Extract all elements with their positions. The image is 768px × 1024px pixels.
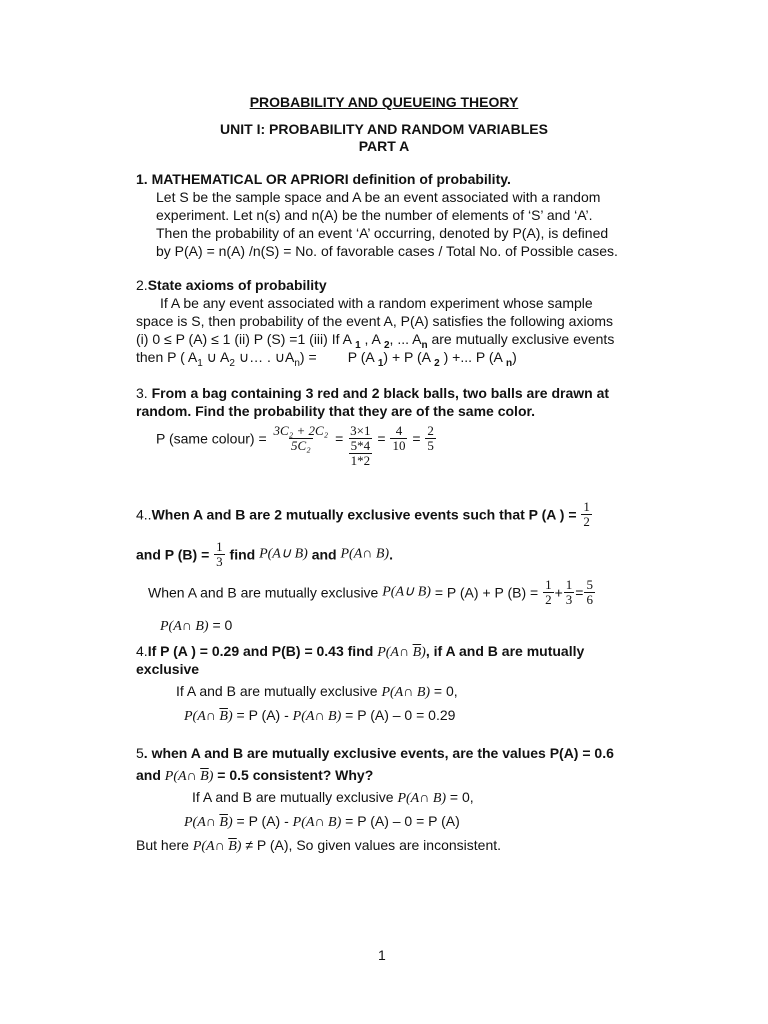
q1-heading: 1. MATHEMATICAL OR APRIORI definition of probability.	[136, 171, 511, 187]
q1-line: by P(A) = n(A) /n(S) = No. of favorable cases / Total No. of Possible cases.	[156, 243, 618, 259]
q2-then-line: then P ( $A_1$ ∪ $A_2$ ∪… . $\cup A_n$) = P (A $_1$) + P (A $_2$ ) +... P (A $_n$)	[136, 349, 517, 369]
fraction: 3×1 5*4 1*2	[350, 423, 371, 468]
part-label: PART A	[358, 138, 410, 154]
q3-heading: 3. From a bag containing 3 red and 2 black balls, two balls are drawn at	[136, 385, 610, 401]
q1-line: Let S be the sample space and A be an event associated with a random	[156, 189, 601, 205]
q4b-heading: 4.If P (A ) = 0.29 and P(B) = 0.43 find P(A∩ $\overline{B}$), if A and B are mutually	[136, 643, 585, 660]
q4b-heading-line2: exclusive	[136, 661, 200, 677]
q3-formula: P (same colour) = $\frac{\text{3C₂ + 2C₂}}{\text{5C₂}}$ = 3×1 5*4 1*2 = $\frac{4}{10}$ = $\frac{2}{5}$	[156, 423, 434, 468]
q4a-answer2: P(A∩ B) = 0	[160, 617, 233, 634]
fraction: $\frac{1}{2}$	[583, 499, 590, 529]
fraction: $\frac{1}{2}$	[545, 577, 552, 607]
q1-line: Then the probability of an event ‘A’ occurring, denoted by P(A), is defined	[156, 225, 609, 241]
fraction: $\frac{5}{6}$	[586, 577, 593, 607]
q4b-line1: If A and B are mutually exclusive P(A∩ B) = 0,	[176, 683, 458, 700]
q5-line3: But here P(A∩ $\overline{B}) \ne P$ (A), So given values are inconsistent.	[136, 837, 502, 854]
fraction: $\frac{1}{3}$	[565, 577, 573, 607]
page-number: 1	[378, 947, 386, 963]
q4b-line2: P(A∩ $\overline{B}) = P$ (A) - P(A∩ B) = P (A) – 0 = 0.29	[184, 707, 456, 724]
fraction: $\frac{4}{10}$	[392, 423, 406, 453]
q2-line: space is S, then probability of the event A, P(A) satisfies the following axioms	[136, 313, 614, 329]
q3-heading-line2: random. Find the probability that they are of the same color.	[136, 403, 536, 419]
q2-heading: 2.State axioms of probability	[136, 277, 327, 293]
q5-heading-line2: and P(A∩ $\overline{B}) = 0.5$ consistent? Why?	[136, 767, 374, 784]
q5-line1: If A and B are mutually exclusive P(A∩ B) = 0,	[192, 789, 474, 806]
q4a-line2: and P (B) = $\frac{1}{3}$ find P(A∪ B) and P(A∩ B).	[136, 539, 393, 569]
course-title: PROBABILITY AND QUEUEING THEORY	[249, 94, 519, 110]
q1-line: experiment. Let n(s) and n(A) be the number of elements of ‘S’ and ‘A’.	[156, 207, 593, 223]
unit-title: UNIT I: PROBABILITY AND RANDOM VARIABLES	[220, 121, 548, 137]
fraction: $\frac{1}{3}$	[216, 539, 223, 569]
q5-line2: P(A∩ $\overline{B}) = P$ (A) - P(A∩ B) = P (A) – 0 = P (A)	[184, 813, 460, 830]
q4a-answer: When A and B are mutually exclusive P(A∪ B) = P (A) + P (B) = $\frac{1}{2}$ + $\frac{1}{3}$ = $\frac{5}{6}$	[148, 577, 593, 607]
q5-heading: 5. when A and B are mutually exclusive events, are the values P(A) = 0.6	[136, 745, 614, 761]
fraction: $\frac{\text{3C₂ + 2C₂}}{\text{5C₂}}$	[273, 423, 329, 453]
q2-line: If A be any event associated with a random experiment whose sample	[160, 295, 593, 311]
q4a-heading: 4..When A and B are 2 mutually exclusive events such that P (A ) = $\frac{1}{2}$	[136, 499, 590, 529]
fraction: $\frac{2}{5}$	[427, 423, 434, 453]
q2-axioms: (i) 0 ≤ P (A) ≤ 1 (ii) P (S) =1 (iii) If A $_1$ , A $_2$, ... $A_n$ are mutually exclusive events	[136, 331, 615, 351]
